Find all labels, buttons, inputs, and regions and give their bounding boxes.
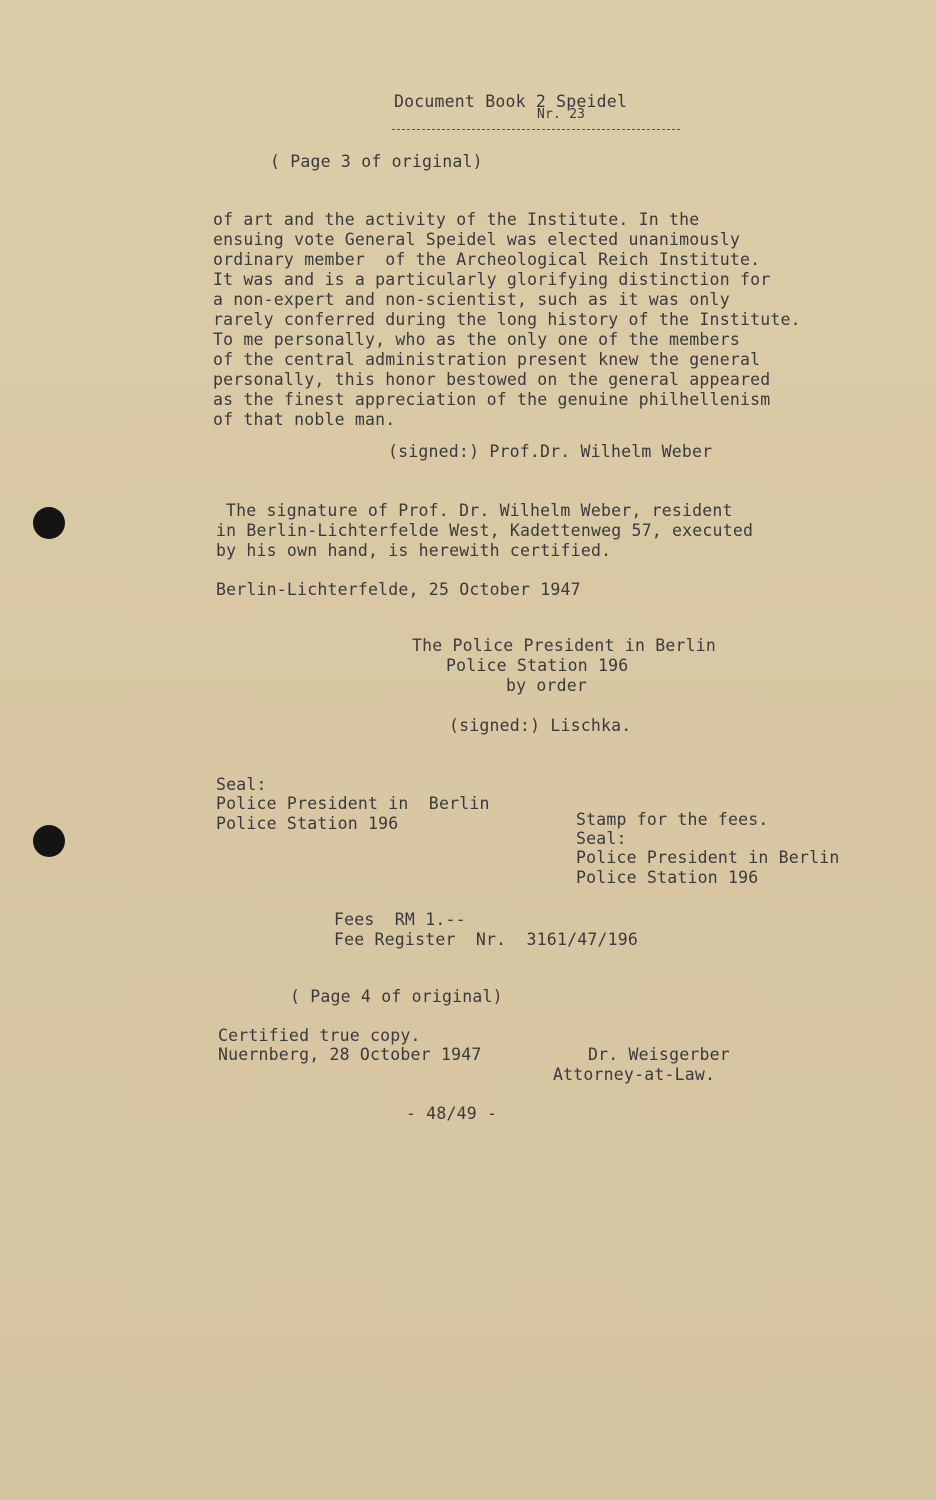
body-line: ordinary member of the Archeological Reich Institute. bbox=[213, 250, 761, 269]
attorney-name: Dr. Weisgerber bbox=[588, 1045, 730, 1064]
fee-register: Fee Register Nr. 3161/47/196 bbox=[334, 930, 639, 949]
page-marker-top: ( Page 3 of original) bbox=[270, 152, 483, 171]
page-number: - 48/49 - bbox=[406, 1104, 498, 1123]
body-line: It was and is a particularly glorifying distinction for bbox=[213, 270, 771, 289]
stamp-line: Police Station 196 bbox=[576, 868, 759, 887]
attorney-title: Attorney-at-Law. bbox=[553, 1065, 716, 1084]
document-number: Nr. 23 bbox=[537, 107, 586, 122]
certification-line: in Berlin-Lichterfelde West, Kadettenweg 57, executed bbox=[216, 521, 754, 540]
body-line: To me personally, who as the only one of the members bbox=[213, 330, 740, 349]
header-divider bbox=[392, 129, 680, 130]
stamp-fees-label: Stamp for the fees. bbox=[576, 810, 769, 829]
fees-amount: Fees RM 1.-- bbox=[334, 910, 466, 929]
certified-copy: Certified true copy. bbox=[218, 1026, 421, 1045]
body-line: as the finest appreciation of the genuine philhellenism bbox=[213, 390, 771, 409]
body-line: rarely conferred during the long history of the Institute. bbox=[213, 310, 801, 329]
seal-label: Seal: bbox=[216, 775, 267, 794]
punch-hole bbox=[33, 825, 65, 857]
authority-station: Police Station 196 bbox=[446, 656, 629, 675]
punch-hole bbox=[33, 507, 65, 539]
authority-title: The Police President in Berlin bbox=[412, 636, 717, 655]
body-line: of the central administration present knew the general bbox=[213, 350, 761, 369]
body-line: of that noble man. bbox=[213, 410, 396, 429]
body-line: ensuing vote General Speidel was elected unanimously bbox=[213, 230, 740, 249]
certified-place-date: Nuernberg, 28 October 1947 bbox=[218, 1045, 482, 1064]
seal-line: Police President in Berlin bbox=[216, 794, 490, 813]
body-line: a non-expert and non-scientist, such as it was only bbox=[213, 290, 730, 309]
body-line: personally, this honor bestowed on the general appeared bbox=[213, 370, 771, 389]
weber-signature: (signed:) Prof.Dr. Wilhelm Weber bbox=[388, 442, 713, 461]
certification-line: by his own hand, is herewith certified. bbox=[216, 541, 612, 560]
certification-line: The signature of Prof. Dr. Wilhelm Weber, resident bbox=[226, 501, 733, 520]
place-date: Berlin-Lichterfelde, 25 October 1947 bbox=[216, 580, 581, 599]
page-marker-bottom: ( Page 4 of original) bbox=[290, 987, 503, 1006]
seal-line: Police Station 196 bbox=[216, 814, 399, 833]
stamp-line: Police President in Berlin bbox=[576, 848, 840, 867]
body-line: of art and the activity of the Institute. In the bbox=[213, 210, 700, 229]
authority-by-order: by order bbox=[506, 676, 588, 695]
stamp-seal-label: Seal: bbox=[576, 829, 627, 848]
lischka-signature: (signed:) Lischka. bbox=[449, 716, 632, 735]
document-book-title: Document Book 2 Speidel bbox=[394, 92, 628, 111]
body-paragraph bbox=[213, 210, 893, 430]
